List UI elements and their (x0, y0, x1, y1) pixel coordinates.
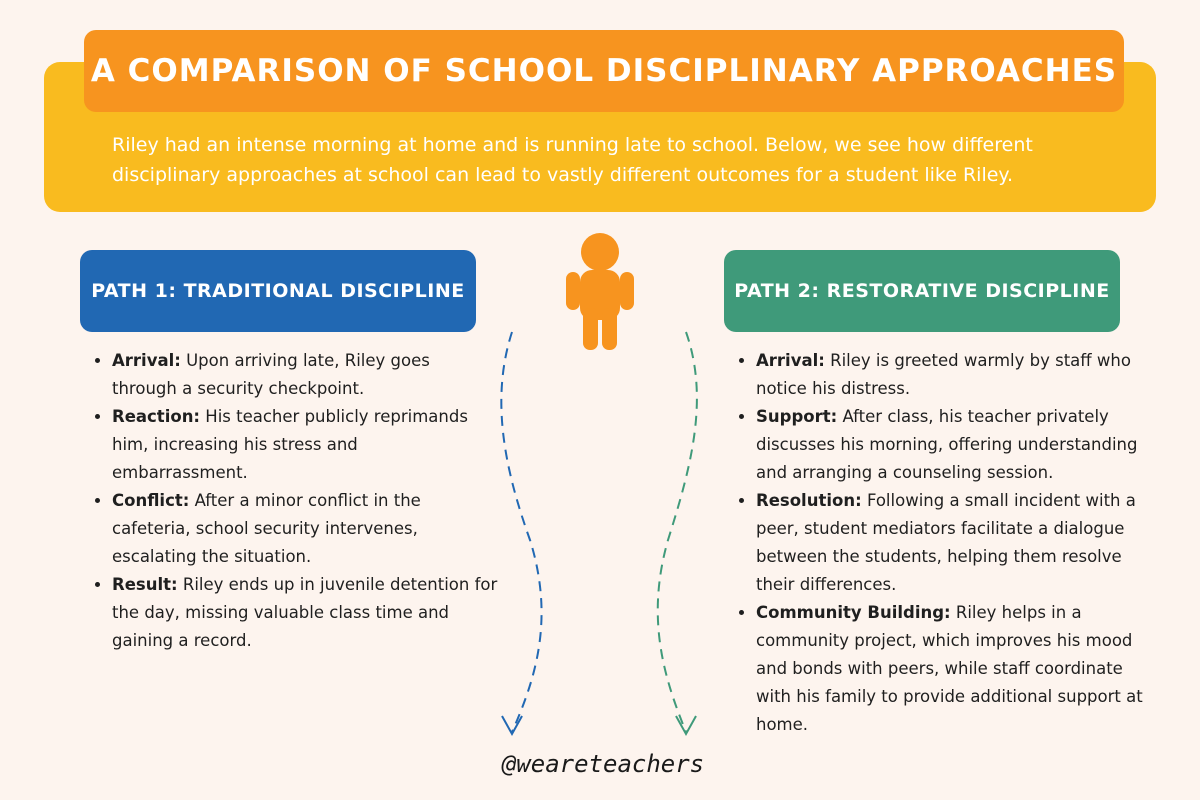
step-label: Reaction: (112, 407, 201, 426)
path2-title: PATH 2: RESTORATIVE DISCIPLINE (734, 280, 1110, 302)
step-label: Support: (756, 407, 838, 426)
step-text: After a minor conflict in the cafeteria, school security intervenes, escalating the situation. (112, 491, 421, 566)
intro-text (112, 130, 1132, 190)
title-banner (84, 30, 1124, 112)
step-text: Following a small incident with a peer, student mediators facilitate a dialogue between the students, helping them resolve their differences. (756, 491, 1136, 594)
path2-arrowhead (676, 716, 696, 734)
step-text: His teacher publicly reprimands him, increasing his stress and embarrassment. (112, 407, 468, 482)
path2-arrow (658, 332, 697, 732)
intro-line-2: disciplinary approaches at school can lead to vastly different outcomes for a student like Riley. (112, 164, 1013, 186)
step-label: Resolution: (756, 491, 862, 510)
path1-title: PATH 1: TRADITIONAL DISCIPLINE (91, 280, 465, 302)
path1-step (112, 487, 498, 571)
path1-step (112, 403, 498, 487)
path1-step (112, 571, 498, 655)
intro-line-1: Riley had an intense morning at home and is running late to school. Below, we see how different (112, 134, 1033, 156)
path1-arrowhead (502, 716, 522, 734)
step-label: Arrival: (756, 351, 825, 370)
path1-steps (90, 347, 498, 655)
step-text: Upon arriving late, Riley goes through a security checkpoint. (112, 351, 430, 398)
path1-arrow (501, 332, 541, 732)
path1-step (112, 347, 498, 403)
step-label: Result: (112, 575, 178, 594)
step-text: After class, his teacher privately discusses his morning, offering understanding and arranging a counseling session. (756, 407, 1138, 482)
path2-step (756, 487, 1148, 599)
step-label: Conflict: (112, 491, 190, 510)
brand-handle: @weareteachers (501, 750, 705, 778)
path1-header (80, 250, 476, 332)
path2-header (724, 250, 1120, 332)
step-text: Riley ends up in juvenile detention for the day, missing valuable class time and gaining a record. (112, 575, 498, 650)
step-label: Arrival: (112, 351, 181, 370)
path2-step (756, 599, 1148, 739)
step-label: Community Building: (756, 603, 951, 622)
path2-steps (734, 347, 1148, 739)
path2-step (756, 347, 1148, 403)
path2-step (756, 403, 1148, 487)
page-title: A COMPARISON OF SCHOOL DISCIPLINARY APPROACHES (90, 53, 1118, 89)
step-text: Riley helps in a community project, which improves his mood and bonds with peers, while staff coordinate with his family to provide additional support at home. (756, 603, 1143, 734)
step-text: Riley is greeted warmly by staff who notice his distress. (756, 351, 1131, 398)
